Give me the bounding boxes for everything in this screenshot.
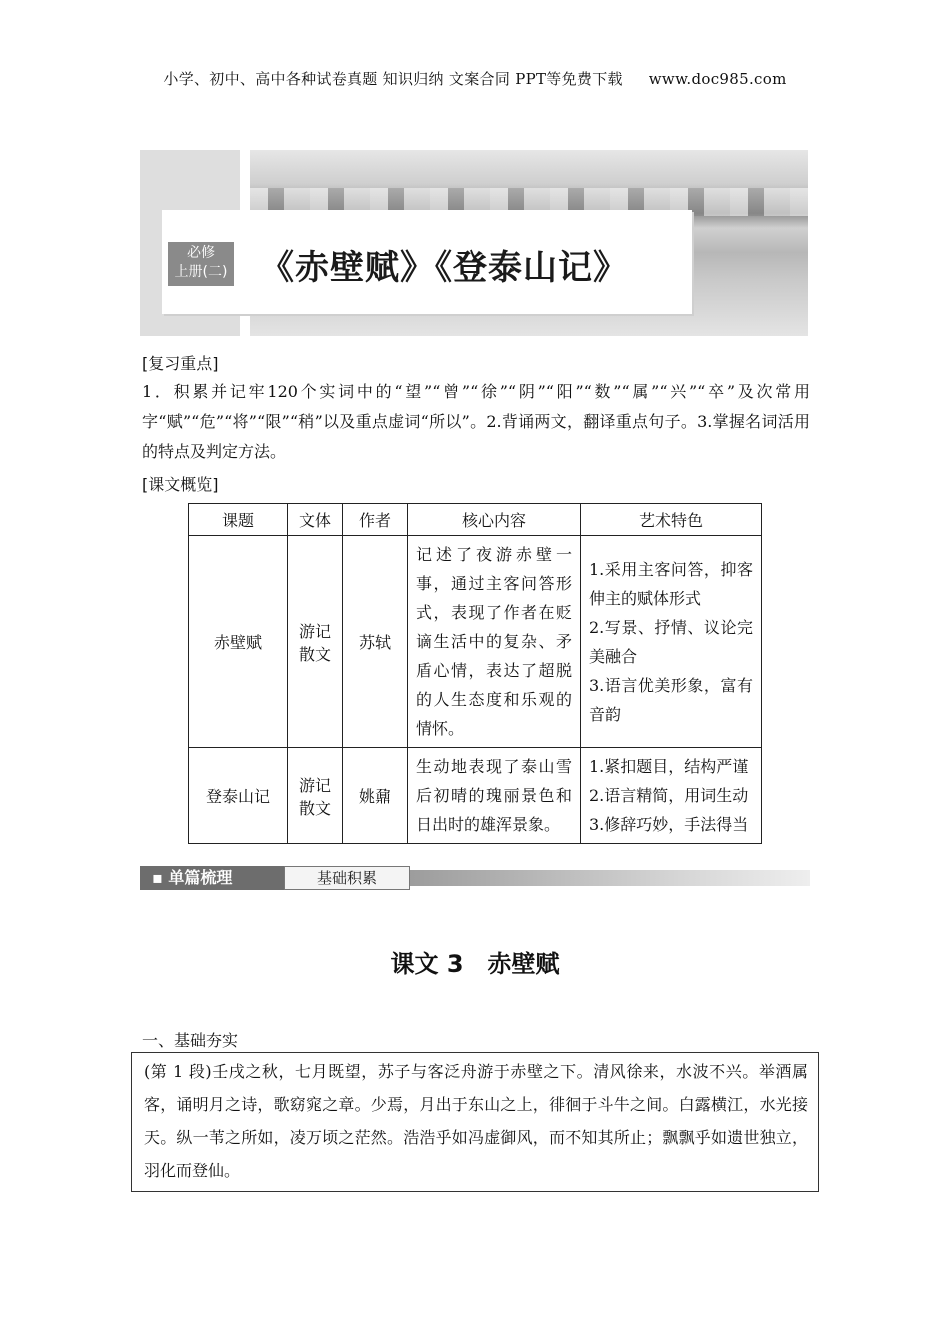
hero-title: 《赤壁赋》《登泰山记》 [260, 248, 628, 288]
banner-text: 小学、初中、高中各种试卷真题 知识归纳 文案合同 PPT等免费下载 [163, 70, 623, 88]
header-title: 课题 [189, 504, 288, 536]
header-author: 作者 [343, 504, 408, 536]
feature-item: 2.语言精简，用词生动 [589, 786, 749, 805]
table-header-row [189, 504, 762, 536]
feature-item: 2.写景、抒情、议论完美融合 [589, 617, 753, 666]
top-banner [0, 68, 950, 89]
badge-line-2: 上册(二) [174, 264, 228, 280]
feature-item: 3.语言优美形象，富有音韵 [589, 675, 753, 724]
table-row [189, 748, 762, 844]
cell-content: 记述了夜游赤壁一事，通过主客问答形式，表现了作者在贬谪生活中的复杂、矛盾心情，表达了超脱的人生态度和乐观的情怀。 [408, 536, 581, 748]
banner-url[interactable]: www.doc985.com [648, 70, 787, 88]
lesson-title: 课文 3 赤壁赋 [390, 950, 560, 978]
cell-author: 苏轼 [343, 536, 408, 748]
badge-line-1: 必修 [187, 245, 215, 261]
section-light-label: 基础积累 [284, 866, 410, 890]
header-genre: 文体 [288, 504, 343, 536]
header-content: 核心内容 [408, 504, 581, 536]
cell-title: 赤壁赋 [189, 536, 288, 748]
cell-genre: 游记散文 [288, 536, 343, 748]
feature-item: 1.紧扣题目，结构严谨 [589, 757, 749, 776]
overview-label: [课文概览] [142, 475, 219, 494]
table-row [189, 536, 762, 748]
cell-features [581, 536, 762, 748]
cell-genre: 游记散文 [288, 748, 343, 844]
feature-item: 3.修辞巧妙，手法得当 [589, 815, 749, 834]
passage-text: (第 1 段)壬戌之秋，七月既望，苏子与客泛舟游于赤壁之下。清风徐来，水波不兴。举酒属客，诵明月之诗，歌窈窕之章。少焉，月出于东山之上，徘徊于斗牛之间。白露横江，水光接天。纵一苇之所如，凌万顷之茫然。浩浩乎如冯虚御风，而不知其所止；飘飘乎如遗世独立，羽化而登仙。 [144, 1062, 808, 1180]
feature-item: 1.采用主客问答，抑客伸主的赋体形式 [589, 559, 753, 608]
section-dark-label: ▪ 单篇梳理 [140, 866, 284, 890]
hero-banner [140, 150, 808, 336]
cell-author: 姚鼐 [343, 748, 408, 844]
passage-box [131, 1052, 819, 1192]
header-features: 艺术特色 [581, 504, 762, 536]
volume-badge [168, 242, 234, 286]
overview-table [188, 503, 762, 844]
section-bar [140, 864, 810, 892]
review-text: 1．积累并记牢120个实词中的“望”“曾”“徐”“阴”“阳”“数”“属”“兴”“卒”及次常用字“赋”“危”“将”“限”“稍”以及重点虚词“所以”。2.背诵两文，翻译重点句子。3.掌握名词活用的特点及判定方法。 [142, 382, 810, 461]
part1-label: 一、基础夯实 [142, 1031, 239, 1050]
review-label: [复习重点] [142, 354, 219, 373]
cell-title: 登泰山记 [189, 748, 288, 844]
cell-content: 生动地表现了泰山雪后初晴的瑰丽景色和日出时的雄浑景象。 [408, 748, 581, 844]
cell-features [581, 748, 762, 844]
